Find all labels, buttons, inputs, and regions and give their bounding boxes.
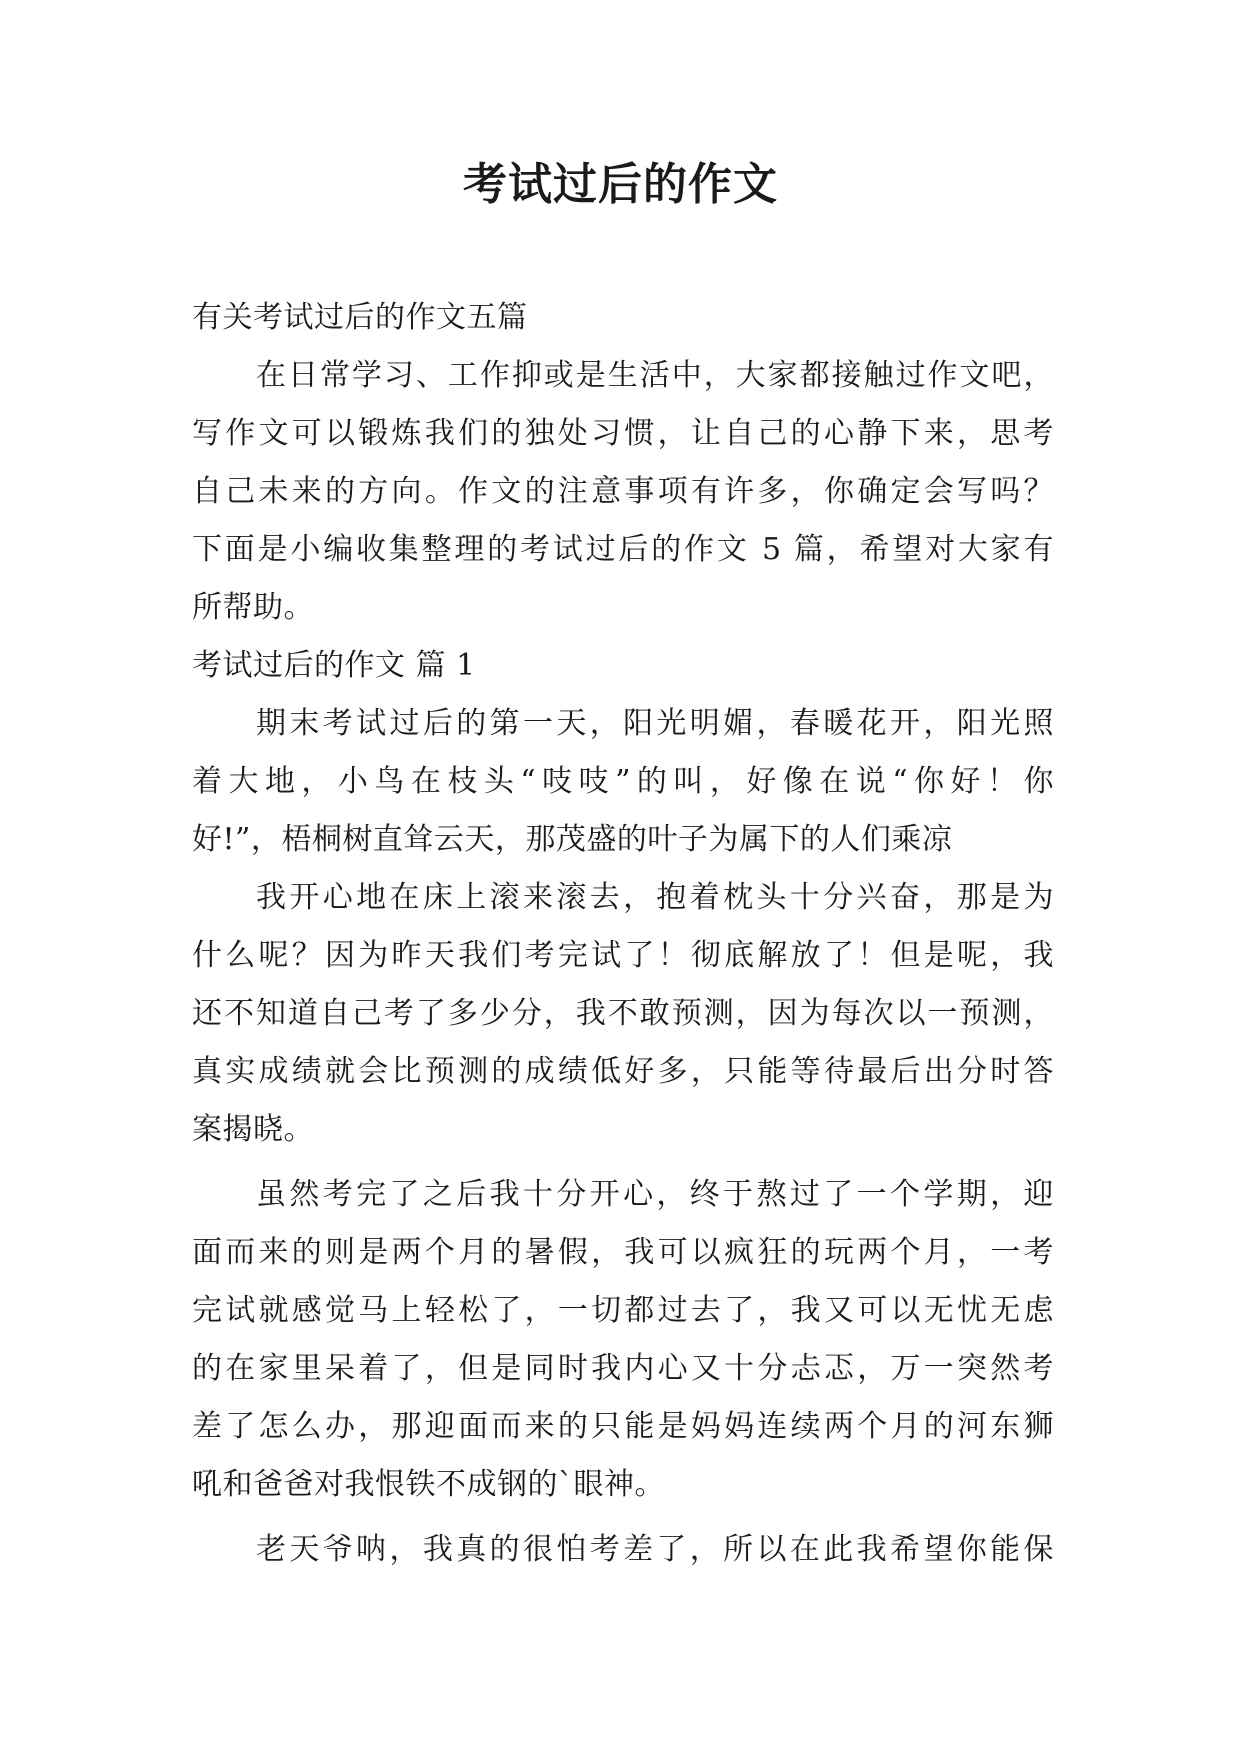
text-line: 完试就感觉马上轻松了，一切都过去了，我又可以无忧无虑 (192, 1293, 1054, 1328)
text-line: 好!”，梧桐树直耸云天，那茂盛的叶子为属下的人们乘凉 (192, 822, 953, 857)
text-line: 虽然考完了之后我十分开心，终于熬过了一个学期，迎 (256, 1177, 1054, 1212)
text-line: 在日常学习、工作抑或是生活中，大家都接触过作文吧， (256, 358, 1054, 393)
text-line: 老天爷呐，我真的很怕考差了，所以在此我希望你能保 (256, 1532, 1054, 1567)
paragraph-4 (192, 1521, 1054, 1579)
text-line: 写作文可以锻炼我们的独处习惯，让自己的心静下来，思考 (192, 416, 1054, 451)
text-line: 着大地，小鸟在枝头“吱吱”的叫，好像在说“你好！你 (192, 764, 1054, 799)
text-line: 的在家里呆着了，但是同时我内心又十分忐忑，万一突然考 (192, 1351, 1054, 1386)
text-line: 下面是小编收集整理的考试过后的作文 5 篇，希望对大家有 (192, 532, 1054, 567)
text-line: 案揭晓。 (192, 1112, 314, 1147)
text-line: 差了怎么办，那迎面而来的只能是妈妈连续两个月的河东狮 (192, 1409, 1054, 1444)
document-body (192, 289, 1054, 1579)
document-title: 考试过后的作文 (463, 159, 778, 210)
text-line: 我开心地在床上滚来滚去，抱着枕头十分兴奋，那是为 (256, 880, 1054, 915)
text-line: 期末考试过后的第一天，阳光明媚，春暖花开，阳光照 (256, 706, 1054, 741)
paragraph-spacer (192, 1514, 1054, 1521)
text-line: 吼和爸爸对我恨铁不成钢的`眼神。 (192, 1467, 665, 1502)
paragraph-2 (192, 869, 1054, 1159)
text-line: 真实成绩就会比预测的成绩低好多，只能等待最后出分时答 (192, 1054, 1054, 1089)
paragraph-1 (192, 695, 1054, 869)
text-line: 还不知道自己考了多少分，我不敢预测，因为每次以一预测， (192, 996, 1054, 1031)
paragraph-spacer (192, 1159, 1054, 1166)
text-line: 面而来的则是两个月的暑假，我可以疯狂的玩两个月，一考 (192, 1235, 1054, 1270)
text-line: 所帮助。 (192, 590, 314, 625)
text-line: 什么呢？因为昨天我们考完试了！彻底解放了！但是呢，我 (192, 938, 1054, 973)
section-heading: 考试过后的作文 篇 1 (192, 648, 476, 683)
document-subtitle: 有关考试过后的作文五篇 (192, 300, 528, 335)
paragraph-3 (192, 1166, 1054, 1514)
text-line: 自己未来的方向。作文的注意事项有许多，你确定会写吗？ (192, 474, 1054, 509)
intro-paragraph (192, 347, 1054, 637)
